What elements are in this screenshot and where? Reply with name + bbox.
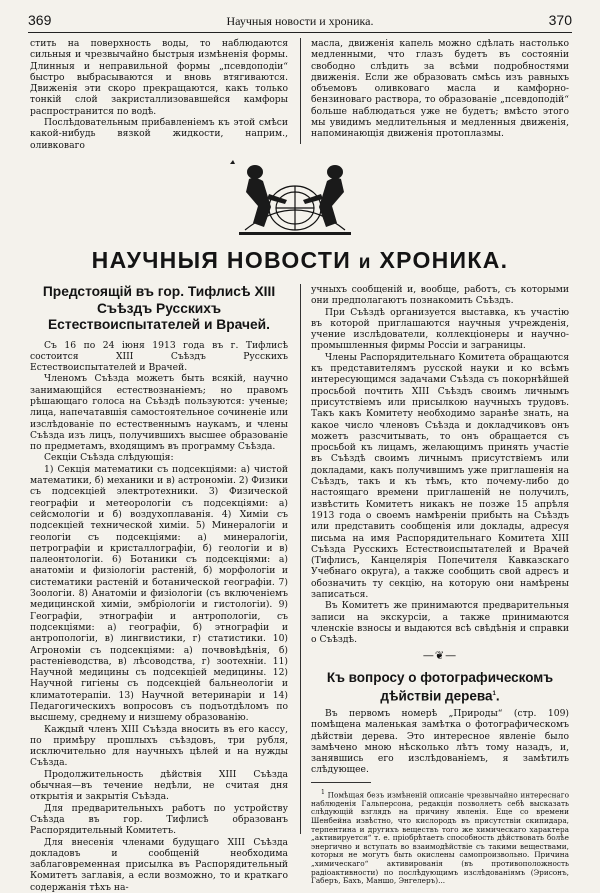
paragraph: Продолжительность дѣйствія XIII Съѣзда обычная—въ течение недѣли, не считая дня открытія и закрытія Съѣзда. <box>30 768 288 803</box>
paragraph: учныхъ сообщеній и, вообще, работъ, съ которыми они предполагаютъ познакомить Съѣздъ. <box>311 284 569 307</box>
page-number-left: 369 <box>28 12 52 28</box>
paragraph: Члены Распорядительнаго Комитета обращаются къ представителямъ русской науки и ко всѣмъ интересующимся задачами Съѣзда съ покорнѣйшей просьбой почтить XIII Съѣздъ своимъ личнымъ присутствіемъ или присылкою научныхъ трудовъ. Такъ какъ Комитету необходимо заранѣе знать, на какое число членовъ Съѣзда и докладчиковъ онъ можетъ разсчитывать, то онъ обращается съ просьбой къ лицамъ, желающимъ принять участіе въ Съѣздѣ своимъ личнымъ присутствіемъ или докладами, какъ получившимъ уже приглашенія на Съѣздъ, такъ и къ тѣмъ, кто почему-либо до настоящаго времени приглашеній не получилъ, извѣстить Комитетъ никакъ не позже 15 апрѣля 1913 года о своемъ намѣреніи прибыть на Съѣздъ или представить сообщенія или доклады, адресуя письма на имя Распорядительнаго Комитета XIII Съѣзда Русскихъ Естествоиспытателей и Врачей (Тифлисъ, Канцелярія Попечителя Кавказскаго Учебнаго округа), а также сообщить свой адресъ и обозначить ту секцію, на которую они намѣрены записаться. <box>311 351 569 601</box>
footnote-marker: 1 <box>492 690 496 697</box>
paragraph: Для предварительныхъ работъ по устройству Съѣзда въ гор. Тифлисѣ образованъ Распорядительный Комитетъ. <box>30 802 288 837</box>
footnote <box>311 789 569 886</box>
paragraph: Въ Комитетъ же принимаются предварительныя записи на экскурсіи, а также принимаются членскіе взносы и выдаются всѣ свѣдѣнія и справки о Съѣздѣ. <box>311 600 569 646</box>
article1-left-column <box>30 284 288 893</box>
top-right-column <box>311 38 569 140</box>
header-rule <box>28 32 572 33</box>
section-title-conjunction: и <box>358 252 372 273</box>
running-title: Научныя новости и хроника. <box>226 14 374 28</box>
paragraph: стить на поверхность воды, то наблюдаются сильныя и чрезвычайно быстрыя измѣненія формы. Длинныя и неправильной формы „псевдоподіи“ быстро выбрасываются и вновь втягиваются. Движенія эти скоро прекращаются, какъ только тонкій слой закристаллизовавшейся камфоры распространится по водѣ. <box>30 38 288 117</box>
vignette-illustration <box>225 150 365 238</box>
paragraph: Секціи Съѣзда слѣдующія: <box>44 452 174 464</box>
footnote-number: 1 <box>321 788 325 796</box>
footnote-rule <box>311 782 371 783</box>
footnote-text: Помѣщая безъ измѣненій описаніе чрезвычайно интереснаго наблюденія Гальперсона, редакція позволяетъ себѣ высказать слѣдующій взглядъ на причину явленія. Еще со времени Шенбейна извѣстно, что кислородъ въ присутствіи скипидара, терпентина и другихъ веществъ того же химическаго характера „активируется“ т. е. пріобрѣтаетъ способность дѣйствовать болѣе энергично и вступать во взаимодѣйствіе съ такими веществами, которыя не могутъ быть окислены самопроизвольно. Причина „химическаго“ активированія (въ противоположность радіоактивности) по послѣдующимъ изслѣдованіямъ (Эрисонъ, Габеръ, Бахъ, Маншо, Энгелеръ)... <box>311 790 570 886</box>
paragraph: 1) Секція математики съ подсекціями: а) чистой математики, б) механики и в) астрономіи. 2) Физики съ подсекціей электротехники. 3) Физической географіи и метеорологіи съ подсекціями: а) сейсмологіи и б) воздухоплаванія. 4) Химіи съ подсекціей технической химіи. 5) Минералогіи и геологіи съ подсекціями: а) минералогіи, петрографіи и кристаллографіи, б) геологіи и в) палеонтологіи. 6) Ботаники съ подсекціями: а) анатоміи и физіологіи растеній, б) морфологіи и систематики растеній и ботанической географіи. 7) Зоологіи. 8) Анатоміи и физіологіи (съ включеніемъ медицинской химіи, эмбріологіи и гистологіи). 9) Географіи, этнографіи и антропологіи, съ подсекціями: а) географіи, б) этнографіи и антропологіи, в) лингвистики, г) статистики. 10) Агрономіи съ подсекціями: а) почвовѣдѣнія, б) растеніеводства, в) лѣсоводства, г) зоотехніи. 11) Научной медицины съ подсекціей медицины. 12) Научной гигіены съ подсекціей бальнеологіи и климатотерапіи. 13) Научной ветеринаріи и 14) Педагогическихъ вопросовъ съ подъотдѣломъ по высшему, среднему и низшему образованію. <box>30 463 288 724</box>
column-divider-top <box>300 38 301 144</box>
article2-title-end: . <box>495 688 500 703</box>
paragraph: Для внесенія членами будущаго XIII Съѣзда докладовъ и сообщеній необходима заблаговременная присылка въ Распорядительный Комитетъ заглавія, а если возможно, то и краткаго содержанія тѣхъ на- <box>30 836 288 893</box>
section-title-end: ХРОНИКА. <box>379 247 509 273</box>
section-title <box>28 247 572 274</box>
paragraph: масла, движенія капель можно сдѣлать настолько медленными, что глазъ будетъ въ состояніи свободно слѣдить за всѣми подробностями движенія. Если же образовать смѣсь изъ равныхъ объемовъ оливковаго масла и камфорно-бензиноваго раствора, то образованіе „псевдоподій“ больше наблюдаться уже не будетъ; вмѣсто этого мы увидимъ медлительныя и медленныя движенія, напоминающія движенія протоплазмы. <box>311 38 569 140</box>
running-header <box>28 12 572 30</box>
page-number-right: 370 <box>548 12 572 28</box>
article1-title: Предстоящій въ гор. Тифлисѣ XIII Съѣздъ Русскихъ Естествоиспытателей и Врачей. <box>42 284 276 332</box>
top-left-column <box>30 38 288 151</box>
paragraph: Членомъ Съѣзда можетъ быть всякій, научно занимающійся естествознаніемъ; но правомъ рѣшающаго голоса на Съѣздѣ пользуются: ученые; лица, напечатавшія самостоятельное сочиненіе или изслѣдованіе по естественнымъ наукамъ, и члены Съѣзда изъ лицъ, получившихъ высшее образованіе по предметамъ, входящимъ въ программу Съѣзда. <box>30 373 288 453</box>
paragraph: Съ 16 по 24 іюня 1913 года въ г. Тифлисѣ состоится XIII Съѣздъ Русскихъ Естествоиспытателей и Врачей. <box>30 339 288 374</box>
paragraph: Въ первомъ номерѣ „Природы“ (стр. 109) помѣщена маленькая замѣтка о фотографическомъ дѣйствіи дерева. Это интересное явленіе было замѣчено мною нѣсколько лѣтъ тому назадъ, и, занявшись его изслѣдованіемъ, я замѣтилъ слѣдующее. <box>311 708 569 776</box>
ornament-divider: —❦— <box>422 648 458 662</box>
article2-title-text: Къ вопросу о фотографическомъ дѣйствіи дерева <box>326 669 554 703</box>
paragraph: При Съѣздѣ организуется выставка, къ участію въ которой приглашаются научныя учрежденія, учение изслѣдователи, коллекціонеры и научно-промышленныя фирмы Россіи и заграницы. <box>311 306 569 352</box>
section-title-main: НАУЧНЫЯ НОВОСТИ <box>91 247 352 273</box>
article1-right-column <box>311 284 569 886</box>
paragraph: Каждый членъ XIII Съѣзда вносить въ его кассу, по примѣру прошлыхъ съѣздовъ, три рубля, исключительно для научныхъ цѣлей и на нужды Съѣзда. <box>30 723 288 769</box>
column-divider-bottom <box>300 284 301 834</box>
paragraph: Послѣдовательным прибавленіемъ къ этой смѣси какой-нибудь вязкой жидкости, наприм., оливковаго <box>30 117 288 151</box>
article2-title <box>311 670 569 705</box>
